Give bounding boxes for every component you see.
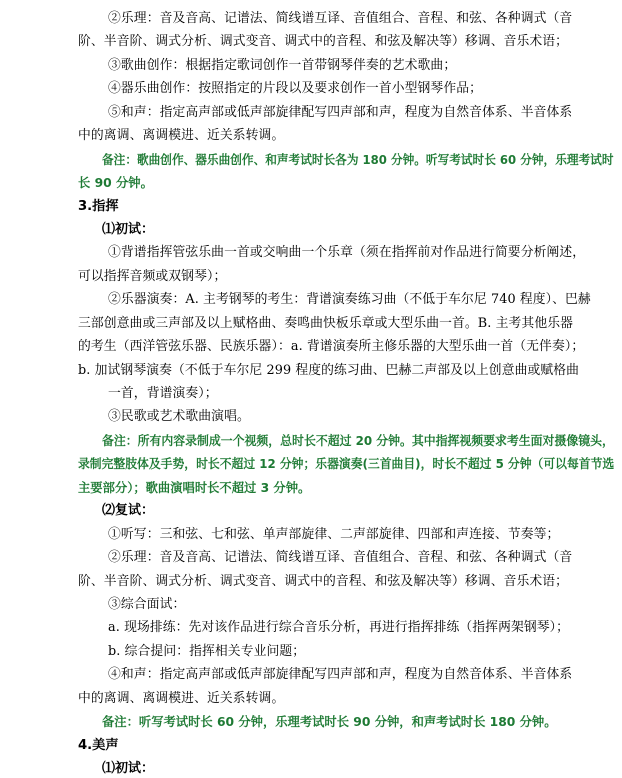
- note-line: 备注：歌曲创作、器乐曲创作、和声考试时长各为 180 分钟。听写考试时长 60 分钟，乐理考试时: [102, 152, 614, 167]
- text-line: 阶、半音阶、调式分析、调式变音、调式中的音程、和弦及解决等）移调、音乐术语；: [78, 34, 569, 50]
- note-line: 录制完整肢体及手势，时长不超过 12 分钟；乐器演奏(三首曲目)，时长不超过 5 分钟（可以每首节选: [78, 457, 615, 472]
- text-line: ③综合面试：: [108, 596, 186, 612]
- note-line: 主要部分）；歌曲演唱时长不超过 3 分钟。: [78, 480, 311, 495]
- text-line: ②乐理：音及音高、记谱法、简线谱互译、音值组合、音程、和弦、各种调式（音: [108, 550, 573, 566]
- subsection-heading: ⑴初试：: [102, 761, 155, 776]
- text-line: ④器乐曲创作：按照指定的片段以及要求创作一首小型钢琴作品；: [108, 81, 483, 97]
- note-line: 备注：所有内容录制成一个视频，总时长不超过 20 分钟。其中指挥视频要求考生面对摄像镜头，: [102, 433, 614, 448]
- text-line: ③民歌或艺术歌曲演唱。: [108, 409, 250, 425]
- text-line: ②乐理：音及音高、记谱法、简线谱互译、音值组合、音程、和弦、各种调式（音: [108, 11, 573, 26]
- note-line: 长 90 分钟。: [78, 176, 153, 191]
- subsection-heading: ⑴初试：: [102, 221, 155, 237]
- text-line: 一首，背谱演奏）；: [108, 386, 218, 401]
- text-line: ⑤和声：指定高声部或低声部旋律配写四声部和声，程度为自然音体系、半音体系: [108, 104, 573, 120]
- text-line: b. 加试钢琴演奏（不低于车尔尼 299 程度的练习曲、巴赫二声部及以上创意曲或赋格曲: [78, 362, 580, 378]
- text-line: 的考生（西洋管弦乐器、民族乐器）：a. 背谱演奏所主修乐器的大型乐曲一首（无伴奏）；: [78, 339, 585, 355]
- text-line: 阶、半音阶、调式分析、调式变音、调式中的音程、和弦及解决等）移调、音乐术语；: [78, 573, 569, 589]
- note-line: 备注：听写考试时长 60 分钟，乐理考试时长 90 分钟，和声考试时长 180 分钟。: [102, 715, 557, 730]
- section-heading: 4.美声: [78, 737, 119, 753]
- section-heading: 3.指挥: [78, 198, 119, 214]
- text-line: a. 现场排练：先对该作品进行综合音乐分析，再进行指挥排练（指挥两架钢琴）；: [108, 620, 570, 636]
- subsection-heading: ⑵复试：: [102, 503, 155, 519]
- text-line: b. 综合提问：指挥相关专业问题；: [108, 643, 306, 659]
- text-line: 可以指挥音频或双钢琴）；: [78, 268, 227, 284]
- text-line: 中的离调、离调模进、近关系转调。: [78, 128, 285, 144]
- text-line: ④和声：指定高声部或低声部旋律配写四声部和声，程度为自然音体系、半音体系: [108, 667, 573, 683]
- text-line: 三部创意曲或三声部及以上赋格曲、奏鸣曲快板乐章或大型乐曲一首。B. 主考其他乐器: [78, 315, 574, 331]
- text-line: ③歌曲创作：根据指定歌词创作一首带钢琴伴奏的艺术歌曲；: [108, 57, 457, 73]
- text-line: ①背谱指挥管弦乐曲一首或交响曲一个乐章（须在指挥前对作品进行简要分析阐述，: [108, 245, 586, 261]
- text-line: ②乐器演奏：A. 主考钢琴的考生：背谱演奏练习曲（不低于车尔尼 740 程度）、巴赫: [108, 292, 591, 308]
- text-line: ①听写：三和弦、七和弦、单声部旋律、二声部旋律、四部和声连接、节奏等；: [108, 526, 560, 542]
- text-line: 中的离调、离调模进、近关系转调。: [78, 690, 285, 706]
